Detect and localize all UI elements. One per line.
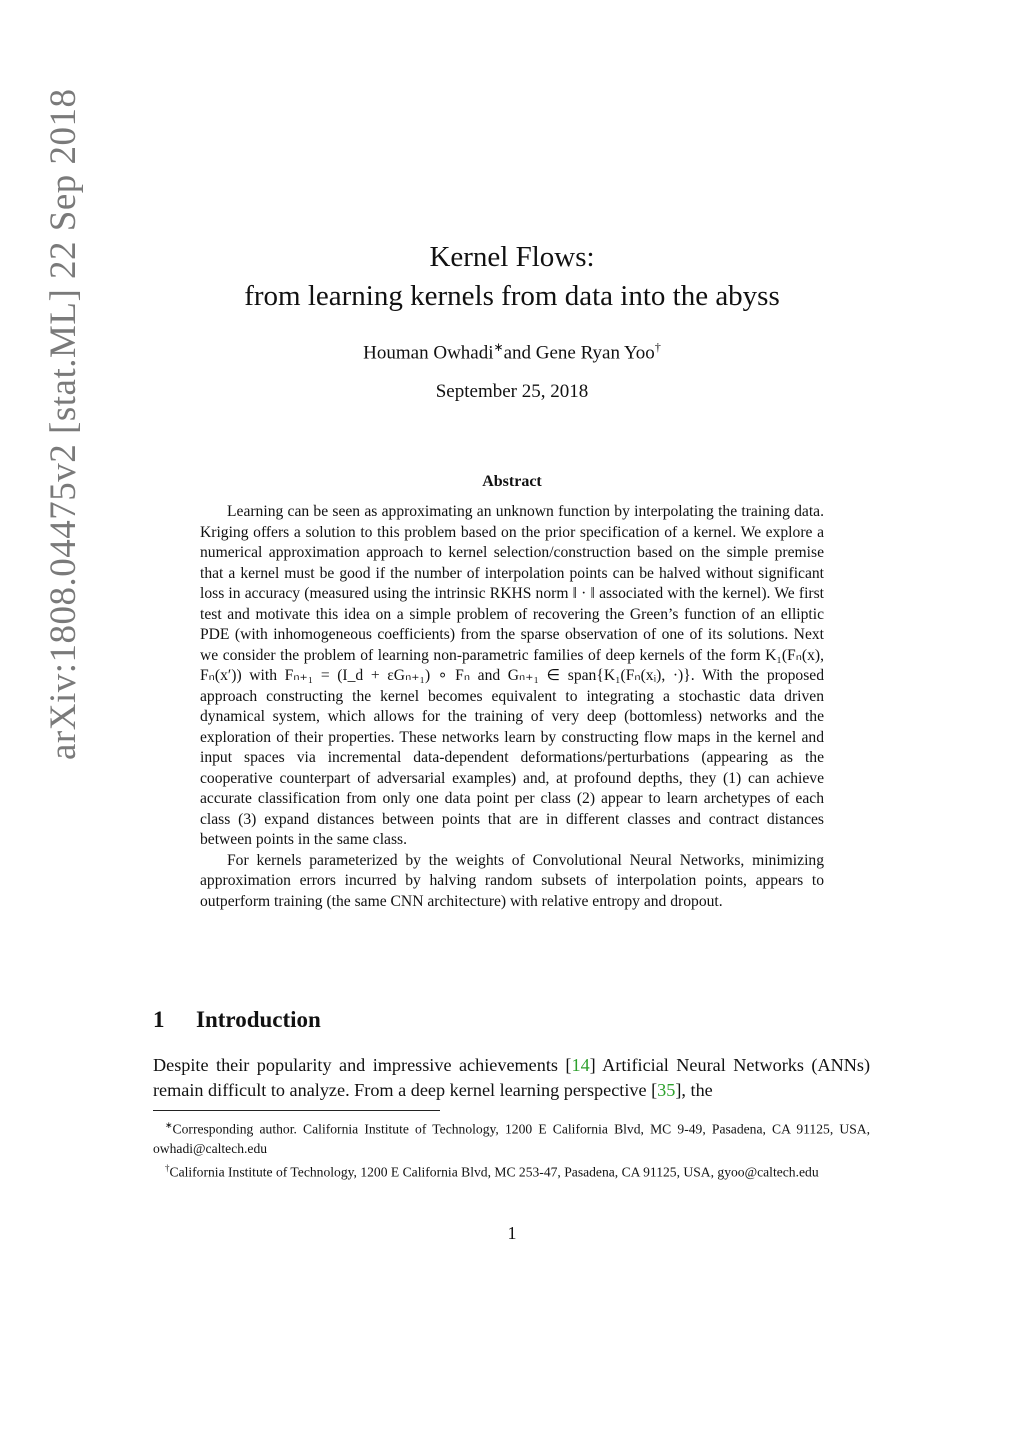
abstract-body <box>200 502 824 912</box>
abstract-paragraph-1: Learning can be seen as approximating an unknown function by interpolating the training data. Kriging offers a solution to this problem based on the prior specification of a kernel. We explore a numerical approximation approach to kernel selection/construction based on the simple premise that a kernel must be good if the number of interpolation points can be halved without significant loss in accuracy (measured using the intrinsic RKHS norm ‖ · ‖ associated with the kernel). We first test and motivate this idea on a simple problem of recovering the Green’s function of an elliptic PDE (with inhomogeneous coefficients) from the sparse observation of one of its solutions. Next we consider the problem of learning non-parametric families of deep kernels of the form K₁(Fₙ(x), Fₙ(x′)) with Fₙ₊₁ = (I_d + εGₙ₊₁) ∘ Fₙ and Gₙ₊₁ ∈ span{K₁(Fₙ(xᵢ), ·)}. With the proposed approach constructing the kernel becomes equivalent to integrating a stochastic data driven dynamical system, which allows for the training of very deep (bottomless) networks and the exploration of their properties. These networks learn by constructing flow maps in the kernel and input spaces via incremental data-dependent deformations/perturbations (appearing as the cooperative counterpart of adversarial examples) and, at profound depths, they (1) can achieve accurate classification from only one data point per class (2) appear to learn archetypes of each class (3) expand distances between points that are in different classes and contract distances between points in the same class. <box>200 503 824 848</box>
author-1-footnote-mark[interactable]: ∗ <box>493 340 504 354</box>
arxiv-side-identifier: arXiv:1808.04475v2 [stat.ML] 22 Sep 2018 <box>43 88 84 760</box>
paper-title <box>150 238 874 316</box>
footnote-2-mark: † <box>165 1162 170 1173</box>
intro-paragraph <box>153 1053 870 1103</box>
title-line-1: Kernel Flows: <box>429 241 595 273</box>
intro-text-3: ], the <box>675 1080 713 1100</box>
citation-link-14[interactable]: 14 <box>571 1055 590 1075</box>
footnote-1 <box>153 1116 870 1159</box>
section-heading <box>153 1007 321 1033</box>
abstract-paragraph-2: For kernels parameterized by the weights of Convolutional Neural Networks, minimizing approximation errors incurred by halving random subsets of interpolation points, appears to outperform training (the same CNN architecture) with relative entropy and dropout. <box>200 851 824 910</box>
footnote-2 <box>153 1159 870 1182</box>
intro-text-2: ] Artificial Neural Networks (ANNs) remain difficult to analyze. From a deep kernel learning perspective [ <box>153 1055 871 1100</box>
abstract-heading: Abstract <box>482 473 542 490</box>
section-number: 1 <box>153 1007 165 1032</box>
author-2: and Gene Ryan Yoo <box>503 342 655 364</box>
page-number: 1 <box>507 1223 517 1243</box>
footnote-divider <box>153 1110 440 1111</box>
footnotes <box>153 1116 870 1182</box>
author-line <box>150 340 874 364</box>
intro-text-1: Despite their popularity and impressive achievements [ <box>153 1055 572 1075</box>
section-title: Introduction <box>196 1007 321 1032</box>
footnote-2-text: California Institute of Technology, 1200 E California Blvd, MC 253-47, Pasadena, CA 91125, USA, gyoo@caltech.edu <box>169 1164 819 1180</box>
title-line-2: from learning kernels from data into the abyss <box>244 280 780 312</box>
author-1: Houman Owhadi <box>363 342 494 364</box>
citation-link-35[interactable]: 35 <box>657 1080 676 1100</box>
author-2-footnote-mark[interactable]: † <box>654 340 661 354</box>
footnote-1-mark: ∗ <box>165 1120 173 1130</box>
paper-date: September 25, 2018 <box>435 381 589 402</box>
footnote-1-text: Corresponding author. California Institute of Technology, 1200 E California Blvd, MC 9-49, Pasadena, CA 91125, USA, owhadi@caltech.edu <box>153 1121 870 1157</box>
